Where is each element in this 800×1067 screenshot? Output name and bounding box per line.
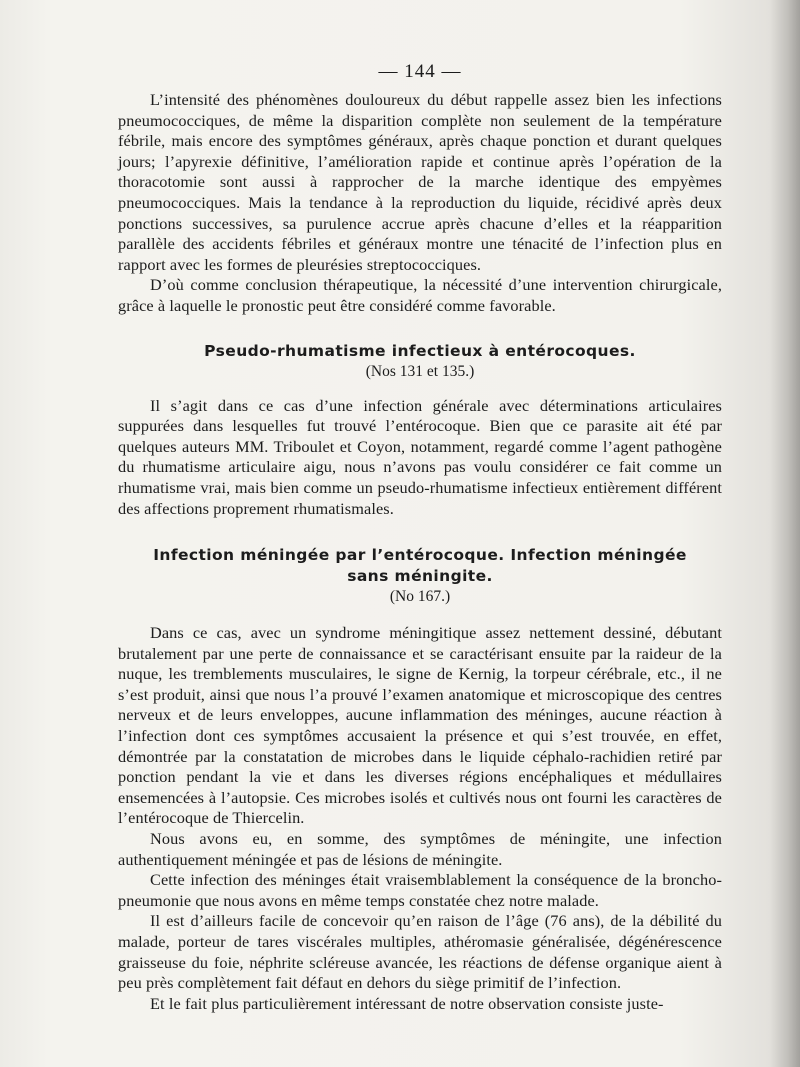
section-2-refs: (No 167.) xyxy=(389,588,451,606)
binding-gutter-shadow xyxy=(770,0,800,1067)
section-1-paragraph-1: Il s’agit dans ce cas d’une infection générale avec déterminations articulaires suppurées dans lesquelles fut trouvé l’entérocoque. Bien que ce parasite ait été par quelques auteurs MM. Triboulet et Coyon, notamment, regardé comme l’agent pathogène du rhumatisme articulaire aigu, nous n’avons pas voulu considérer ce fait comme un rhumatisme vrai, mais bien comme un pseudo-rhumatisme infectieux entièrement différent des affections proprement rhumatismales. xyxy=(118,395,722,518)
section-2-title-line-2: sans méningite. xyxy=(347,567,493,586)
intro-paragraph-2: D’où comme conclusion thérapeutique, la nécessité d’une intervention chirurgicale, grâce à laquelle le pronostic peut être considéré comme favorable. xyxy=(118,275,722,315)
section-1-title: Pseudo-rhumatisme infectieux à entérocoques. xyxy=(204,341,636,360)
section-1-refs: (Nos 131 et 135.) xyxy=(365,362,475,380)
section-2-title-line-1: Infection méningée par l’entérocoque. Infection méningée xyxy=(153,546,687,565)
page-content xyxy=(118,60,722,1014)
section-2-paragraph-5: Et le fait plus particulièrement intéressant de notre observation consiste juste- xyxy=(150,993,664,1013)
section-2-paragraph-3: Cette infection des méninges était vraisemblablement la conséquence de la broncho-pneumonie que nous avons en même temps constatée chez notre malade. xyxy=(118,870,722,910)
section-infection-meningee xyxy=(118,545,722,1014)
section-2-paragraph-1: Dans ce cas, avec un syndrome méningitique assez nettement dessiné, débutant brutalement par une perte de connaissance et se caractérisant ensuite par la raideur de la nuque, les tremblements musculaires, le signe de Kernig, la torpeur cérébrale, etc., il ne s’est produit, ainsi que nous l’a prouvé l’examen anatomique et microscopique des centres nerveux et de leurs enveloppes, aucune inflammation des méninges, aucune réaction à l’infection dont ces symptômes accusaient la présence et qui s’est trouvée, en effet, démontrée par la constatation de microbes dans le liquide céphalo-rachidien retiré par ponction pendant la vie et dans les diverses régions encéphaliques et médullaires ensemencées à l’autopsie. Ces microbes isolés et cultivés nous ont fourni les caractères de l’entérocoque de Thiercelin. xyxy=(118,623,722,828)
section-2-paragraph-2: Nous avons eu, en somme, des symptômes de méningite, une infection authentiquement méningée et pas de lésions de méningite. xyxy=(118,829,722,869)
section-2-paragraph-4: Il est d’ailleurs facile de concevoir qu’en raison de l’âge (76 ans), de la débilité du malade, porteur de tares viscérales multiples, athéromasie généralisée, dégénérescence graisseuse du foie, néphrite scléreuse avancée, les réactions de défense organique aient à peu près complètement fait défaut en dehors du siège primitif de l’infection. xyxy=(118,911,722,993)
section-pseudo-rhumatisme xyxy=(118,341,722,520)
page-number: — 144 — xyxy=(378,61,462,82)
intro-paragraph-1: L’intensité des phénomènes douloureux du début rappelle assez bien les infections pneumococciques, de même la disparition complète non seulement de la température fébrile, mais encore des symptômes généraux, après chaque ponction et durant quelques jours; l’apyrexie définitive, l’amélioration rapide et continue après l’opération de la thoracotomie sont aussi à rapprocher de la marche identique des empyèmes pneumococciques. Mais la tendance à la reproduction du liquide, récidivé après deux ponctions successives, sa purulence accrue après chacune d’elles et la réapparition parallèle des accidents fébriles et généraux montre une ténacité de l’infection plus en rapport avec les formes de pleurésies streptococciques. xyxy=(118,90,722,274)
